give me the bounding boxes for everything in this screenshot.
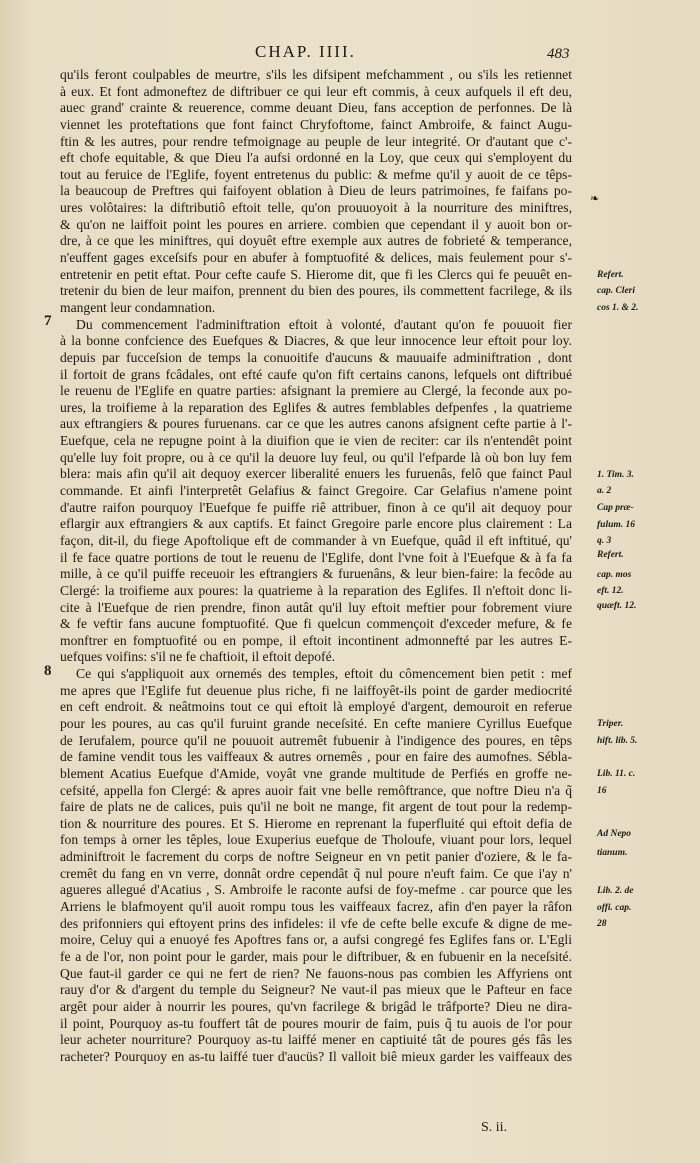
margin-note: fulum. 16 [597,519,636,530]
text-line: tion & nourriture des poures. Et S. Hierome en reprenant la fuperfluité qui eftoit defia de [60,815,572,831]
text-line: eft chofe equitable, & que Dieu l'a aufsi ordonné en la Loy, que ceux qui s'employent du [60,150,572,166]
margin-note: eft. 12. [597,586,624,597]
text-line: tout au feruice de l'Eglife, foyent entretenus du public: & mefme qu'il y auoit de ce têps- [60,166,572,182]
margin-note: Cap præ- [597,502,634,513]
text-line: de famine vendit tous les vaiffeaux & autres ornemês , pour en faire des aumofnes. Sébla- [60,749,572,765]
margin-note: cap. Cleri [597,286,635,297]
marginal-mark-icon: ❧ [590,192,600,205]
margin-note: Ad Nepo [597,829,632,840]
margin-note: quæft. 12. [597,601,637,612]
margin-note: offi. cap. [597,902,632,913]
text-line: Arriens le blafmoyent qu'il auoit rompu tous les vaiffeaux facrez, afin d'en payer la râfon [60,899,572,915]
text-line: leur acheter nourriture? Pourquoy as-tu laiffé mener en captiuité tât de poures gés fâs les [60,1032,572,1048]
margin-note: tianum. [597,847,628,858]
chapter-title: CHAP. IIII. [255,42,356,61]
text-line: uefques voifins: s'il ne fe chaftioit, il eftoit depofé. [60,649,336,665]
text-line: en ceft endroit. & neâtmoins tout ce qui eftoit là employé d'argent, demouroit en referue [60,699,572,715]
text-line: adminiftroit le facrement du corps de noftre Seigneur en vn petit panier d'oziere, & le fa- [60,849,572,865]
text-line: Ce qui s'appliquoit aux ornemés des temples, eftoit du cômencement bien petit : mef [76,666,572,682]
text-line: mangent leur condamnation. [60,299,216,315]
page-number: 483 [547,46,570,62]
text-line: la beaucoup de Preftres qui faifoyent oblation à Dieu de leurs patrimoines, fe faifans po- [60,183,572,199]
text-line: à eux. Et font admoneftez de diftribuer ce qui leur eft commis, à ceux aufquels il eft deu, [60,83,572,99]
text-line: cefsité, appella fon Clergé: & apres auoir fait vne belle remôftrance, que noftre Dieu n'a q̃ [60,782,572,798]
margin-note: Lib. 11. c. [597,769,636,780]
text-line: eflargir aux eftrangiers & aux captifs. Et fainct Gregoire parle encore plus clairement : La [60,516,572,532]
text-line: mille, à ce qu'il puiffe receuoir les eftrangiers & furuenâns, & leur bien-faire: la fecôde au [60,566,572,582]
text-line: depuis par fucceſsion de temps la conuoitife d'aucuns & mauuaife adminiftration , dont [60,349,572,365]
text-line: ures, la troifieme à la reparation des Eglifes & autres femblables defpenfes , la quatrieme [60,399,572,415]
text-line: ftin & les autres, pour rendre tefmoignage au peuple de leur integrité. Or d'autant que c'- [60,133,572,149]
text-line: dre, à ce que les miniftres, qui doyuêt eftre exemple aux autres de fobrieté & temperance, [60,233,572,249]
text-line: moire, Celuy qui a enuoyé fes Apoftres fans or, a aufsi congregé fes Eglifes fans or. L'Egli [60,932,572,948]
text-line: aux eftrangiers & poures furuenans. car ce que les autres canons afsignent cefte partie à l'- [60,416,572,432]
text-line: fon temps à orner les têples, loue Exuperius euefque de Tholoufe, viuant pour lors, lequel [60,832,572,848]
margin-note: 1. Tim. 3. [597,469,634,480]
text-line: agueres allegué d'Acatius , S. Ambroife le raconte aufsi de foy-mefme . car pource que les [60,882,572,898]
text-line: monftrer en fomptuofité ou en pompe, il eftoit incontinent admonnefté par les autres E- [60,632,572,648]
text-line: cremêt du fang en vn verre, donnât ordre cependât q̃ nul poure n'euft faim. Ce que i'ay n' [60,865,572,881]
text-line: argêt pour aider à nourrir les poures, qu'vn facrilege & brigâd le trâfporte? Dieu ne dira- [60,998,572,1014]
paragraph-number-7: 7 [44,313,52,329]
running-head [0,42,700,66]
text-line: rauy d'or & d'argent du temple du Seigneur? Ne vaut-il pas mieux que le Pafteur en face [60,982,572,998]
text-line: viennet les proteftations que font fainct Chryfoftome, fainct Ambroife, & fainct Augu- [60,116,572,132]
text-line: il point, Pourquoy as-tu fouffert tât de poures mourir de faim, puis q̃ tu auois de l'or pour [60,1015,572,1031]
text-line: commande. Et ainfi l'interpretêt Gelafius & fainct Gregoire. Car Gelafius n'amene point [60,483,572,499]
text-line: faire de plats ne de calices, puis qu'il ne boit ne mange, fit argent de tout pour la redemp- [60,799,572,815]
text-line: & fe veftir fans aucune fomptuofité. Que fi quelcun commençoit d'exceder mefure, & fe [60,616,572,632]
text-line: Clergé: la troifieme aux poures: la quatrieme à la reparation des Eglifes. Il n'eftoit donc li- [60,582,572,598]
margin-note: cos 1. & 2. [597,303,639,314]
text-line: tretenir du bien de leur maifon, prennent du bien des poures, ils commettent facrilege, & ils [60,283,572,299]
text-line: Du commencement l'adminiftration eftoit à volonté, d'autant qu'on fe pouuoit fier [76,316,572,332]
text-line: cite à l'Euefque de rien prendre, finon autât qu'il luy eftoit meftier pour fobrement viure [60,599,572,615]
paragraph-number-8: 8 [44,663,52,679]
signature-mark: S. ii. [481,1120,508,1135]
text-line: blera: mais afin qu'il ait dequoy exercer liberalité enuers les furuenâs, felô que fainct Paul [60,466,572,482]
margin-note: Lib. 2. de [597,885,634,896]
text-line: à la bonne confcience des Euefques & Diacres, & que leur innocence leur eftoit pour loy. [60,333,572,349]
margin-note: 16 [597,785,607,796]
margin-note: Refert. [597,269,624,280]
margin-note: a. 2 [597,486,612,497]
text-line: le reuenu de l'Eglife en quatre parties: afsignant la premiere au Clergé, la feconde aux po- [60,383,572,399]
text-line: fe a de l'or, non point pour le garder, mais pour le diftribuer, & en fubuenir en la neceſsité. [60,948,572,964]
text-line: de Ierufalem, pource qu'il ne pouuoit autremêt fubuenir à l'indigence des poures, en têps [60,732,572,748]
text-line: me apres que l'Eglife fut deuenue plus riche, fi ne laiffoyêt-ils point de garder mediocrité [60,682,572,698]
text-line: des prifonniers qui eftoyent prins des infideles: il vfe de cefte belle excufe & digne de me- [60,915,572,931]
text-line: & qu'on ne laiffoit point les poures en arriere. combien que cependant il y auoit bon or- [60,216,572,232]
text-line: il fe face quatre portions de tout le reuenu de l'Eglife, dont l'vne foit à l'Euefque & à fa fa [60,549,572,565]
text-line: Euefque, cela ne repugne point à la diuifion que ie vien de reciter: car ils n'entendêt point [60,433,572,449]
text-line: qu'elle luy foit propre, ou à ce qu'il la deuore luy feul, ou qu'il l'efparde là où bon luy fem [60,449,572,465]
margin-note: hift. lib. 5. [597,736,638,746]
text-line: façon, dit-il, du fiege Apoftolique eft de commander à vn Euefque, quâd il eft inftitué, qu' [60,532,572,548]
text-line: ures volôtaires: la diftributiô eftoit telle, qu'on prouuoyoit à la nourriture des miniftres, [60,200,572,216]
text-line: Que faut-il garder ce qui ne fert de rien? Ne fauons-nous pas combien les Affyriens ont [60,965,572,981]
text-line: entretenir en petit eftat. Pour cefte caufe S. Hierome dit, que fi les Clercs qui fe peuuêt en- [60,266,572,282]
margin-note: Refert. [597,549,624,560]
margin-note: 28 [597,919,607,930]
text-line: blement Acatius Euefque d'Amide, voyât vne grande multitude de Perfiés en groffe ne- [60,765,572,781]
text-line: qu'ils feront coulpables de meurtre, s'ils les difsipent mefchamment , ou s'ils les retiennet [60,67,572,82]
text-line: auec grand' crainte & reuerence, comme deuant Dieu, fans acception de perfonnes. De là [60,100,572,116]
text-line: pour les poures, au cas qu'il furuint grande neceſsité. En cefte maniere Cyrillus Euefque [60,715,572,731]
margin-note: Triper. [597,719,624,730]
margin-note: cap. mos [597,569,632,580]
text-line: d'autre raifon pourquoy l'Euefque fe puiffe riê attribuer, finon à ce qu'il ait dequoy pour [60,499,572,515]
text-line: racheter? Pourquoy en as-tu laiffé tuer d'aucüs? Il valloit biê mieux garder les vaiffeaux des [60,1048,572,1064]
text-line: n'euffent gages exceſsifs pour en abufer à fomptuofité & delices, mais feulement pour s'- [60,250,572,266]
body-text [60,67,572,1065]
margin-note: q. 3 [597,536,612,547]
text-line: il fortoit de grans fcâdales, ont efté caufe qu'on fift certains canons, lefquels ont diftribué [60,366,572,382]
